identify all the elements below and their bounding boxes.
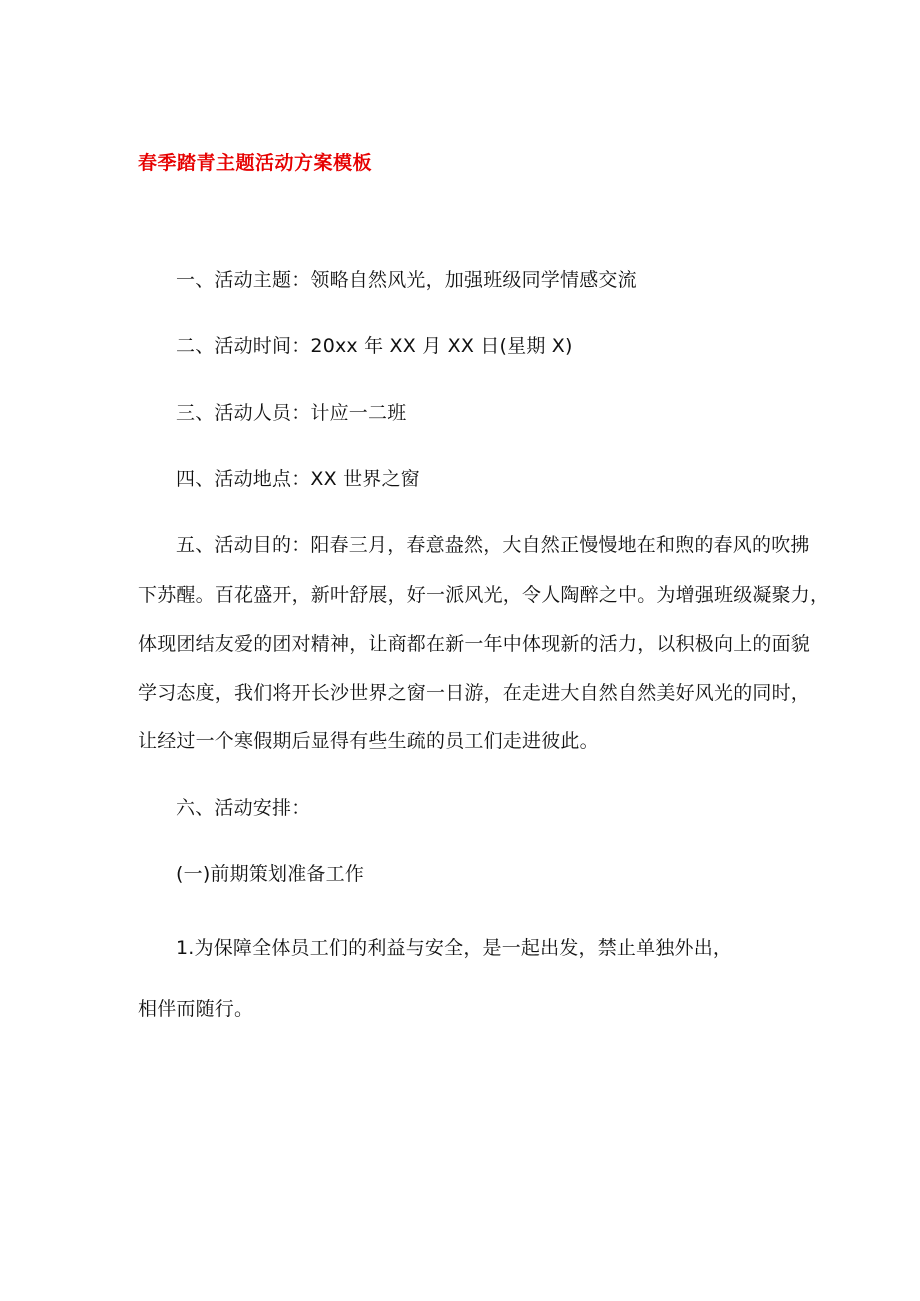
section-arrangement: 六、活动安排： xyxy=(176,797,311,819)
section-time: 二、活动时间：20xx 年 XX 月 XX 日(星期 X) xyxy=(176,335,573,357)
section-purpose-line-4: 学习态度，我们将开长沙世界之窗一日游，在走进大自然自然美好风光的同时， xyxy=(138,682,811,704)
document-title: 春季踏青主题活动方案模板 xyxy=(138,152,373,174)
section-purpose-line-5: 让经过一个寒假期后显得有些生疏的员工们走进彼此。 xyxy=(138,730,599,752)
subsection-preparation: (一)前期策划准备工作 xyxy=(176,863,365,885)
section-location: 四、活动地点：XX 世界之窗 xyxy=(176,468,420,490)
section-purpose-line-2: 下苏醒。百花盛开，新叶舒展，好一派风光，令人陶醉之中。为增强班级凝聚力， xyxy=(138,584,830,606)
section-purpose-line-3: 体现团结友爱的团对精神，让商都在新一年中体现新的活力，以积极向上的面貌 xyxy=(138,633,811,655)
section-participants: 三、活动人员：计应一二班 xyxy=(176,402,407,424)
item-1-line-1: 1.为保障全体员工们的利益与安全，是一起出发，禁止单独外出， xyxy=(176,937,733,959)
section-theme: 一、活动主题：领略自然风光，加强班级同学情感交流 xyxy=(176,269,637,291)
item-1-line-2: 相伴而随行。 xyxy=(138,998,254,1020)
section-purpose-line-1: 五、活动目的：阳春三月，春意盎然，大自然正慢慢地在和煦的春风的吹拂 xyxy=(176,534,810,556)
